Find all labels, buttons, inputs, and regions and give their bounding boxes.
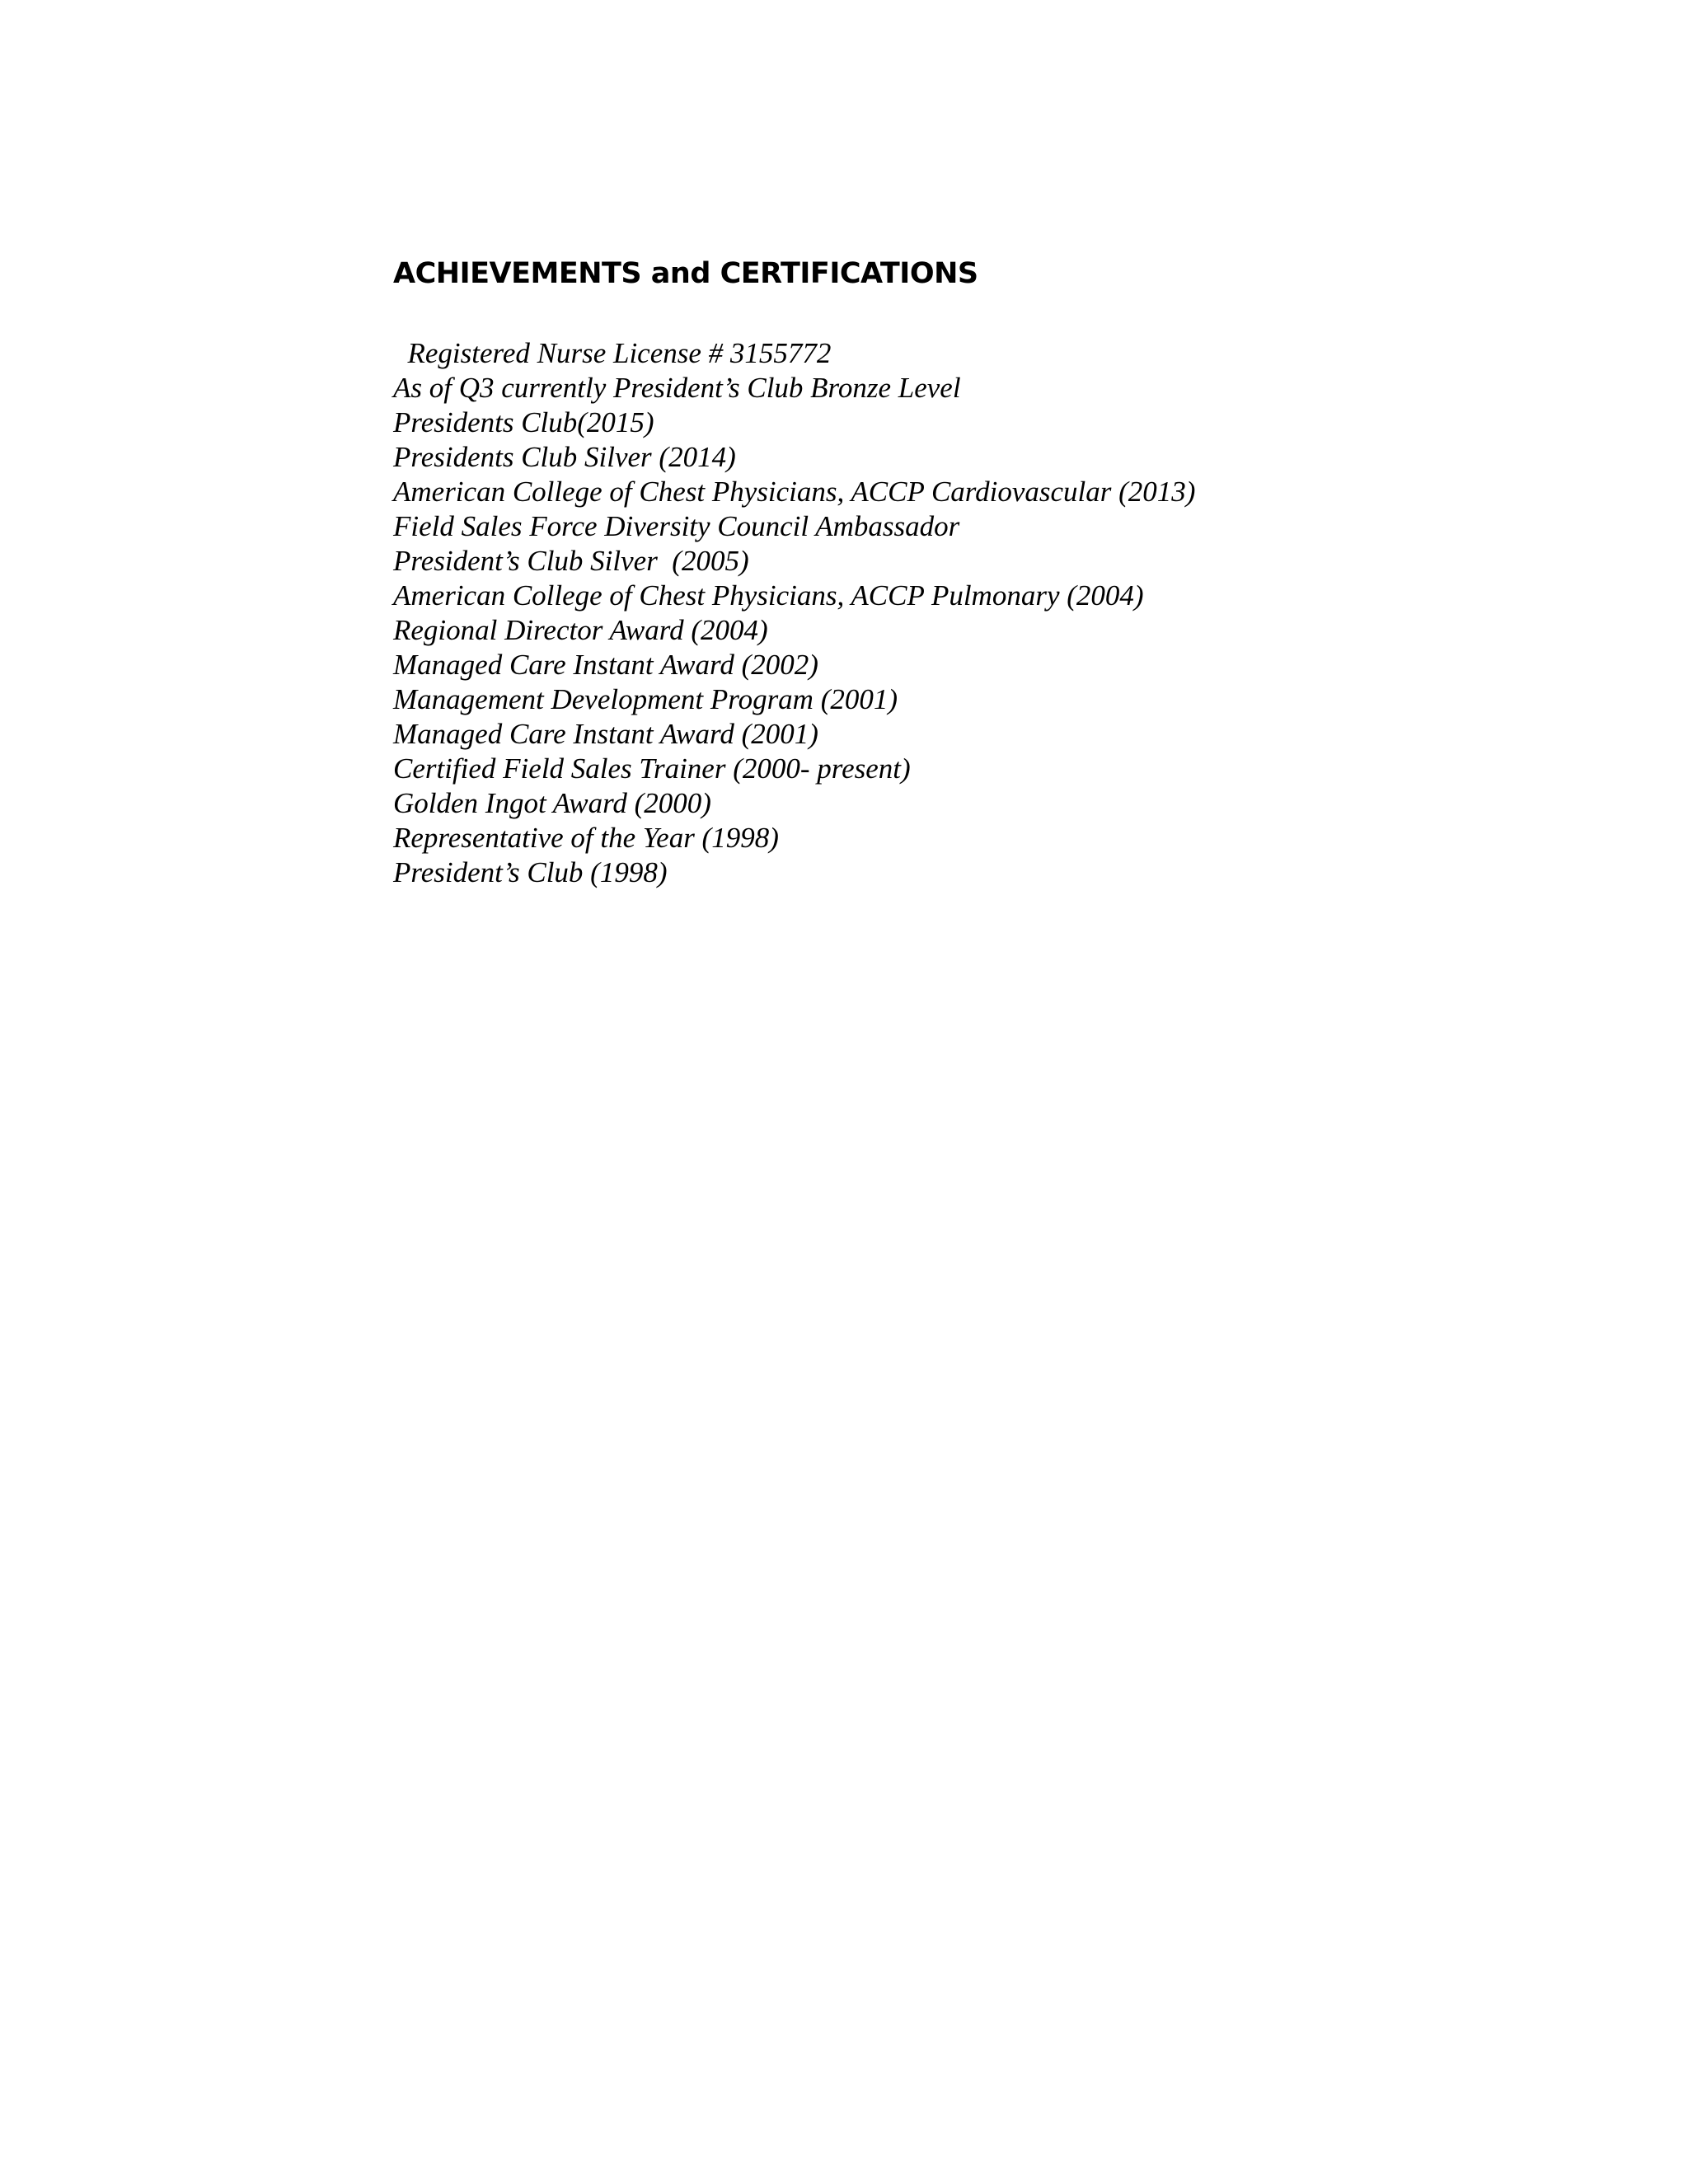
list-item: Presidents Club(2015) bbox=[393, 406, 654, 438]
list-item: American College of Chest Physicians, ACCP Cardiovascular (2013) bbox=[393, 476, 1196, 508]
list-item: Certified Field Sales Trainer (2000- present) bbox=[393, 752, 911, 785]
achievements-list bbox=[393, 336, 1195, 890]
list-item: American College of Chest Physicians, ACCP Pulmonary (2004) bbox=[393, 579, 1144, 612]
list-item: Registered Nurse License # 3155772 bbox=[393, 337, 832, 369]
list-item: Field Sales Force Diversity Council Ambassador bbox=[393, 510, 960, 542]
list-item: Managed Care Instant Award (2002) bbox=[393, 649, 818, 681]
list-item: Presidents Club Silver (2014) bbox=[393, 441, 736, 473]
list-item: Managed Care Instant Award (2001) bbox=[393, 718, 818, 750]
list-item: Representative of the Year (1998) bbox=[393, 822, 779, 854]
list-item: Management Development Program (2001) bbox=[393, 683, 898, 715]
list-item: As of Q3 currently President’s Club Bronze Level bbox=[393, 372, 961, 404]
list-item: President’s Club Silver (2005) bbox=[393, 545, 749, 577]
section-heading: ACHIEVEMENTS and CERTIFICATIONS bbox=[393, 257, 978, 290]
list-item: Regional Director Award (2004) bbox=[393, 614, 768, 646]
list-item: President’s Club (1998) bbox=[393, 856, 668, 888]
list-item: Golden Ingot Award (2000) bbox=[393, 787, 711, 819]
